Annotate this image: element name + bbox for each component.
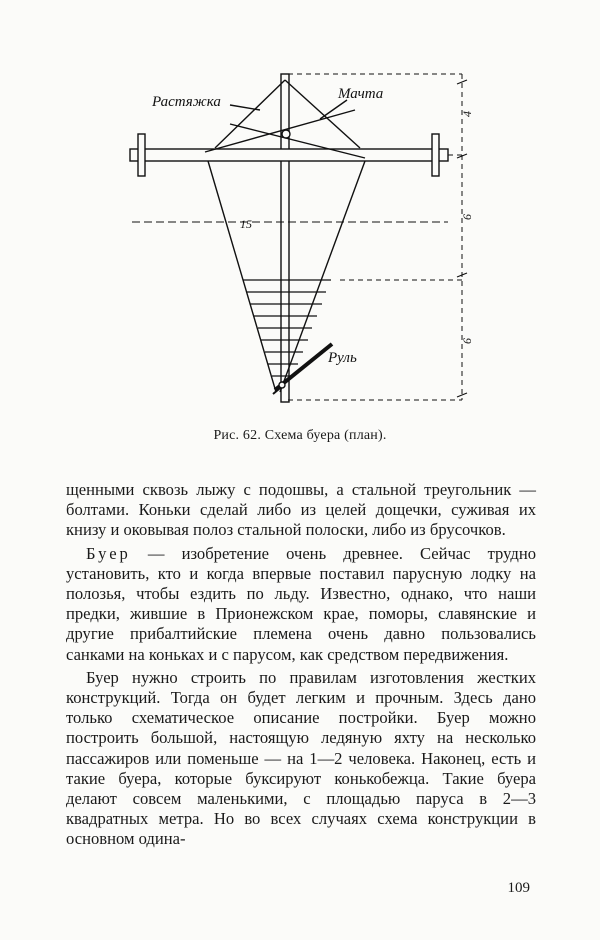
dim-top-label: 4 — [460, 111, 474, 117]
dim-bottom-label: 6 — [460, 338, 474, 344]
mast-circle — [282, 130, 290, 138]
paragraph-2-lead: Буер — [86, 543, 131, 563]
label-machta: Мачта — [338, 86, 384, 102]
label-rastyazhka: Растяжка — [152, 94, 221, 110]
paragraph-2 — [66, 544, 536, 665]
dim-width-label: 15 — [240, 217, 252, 231]
figure-caption: Рис. 62. Схема буера (план). — [213, 428, 387, 443]
page-number: 109 — [507, 880, 530, 896]
right-runner — [432, 134, 439, 176]
keel-beam — [281, 74, 289, 402]
iceboat-diagram — [110, 62, 490, 422]
boom-line-1 — [205, 110, 355, 152]
stay-left-top — [215, 80, 285, 148]
dim-middle-label: 6 — [460, 214, 474, 220]
body-text — [66, 480, 536, 850]
left-runner — [138, 134, 145, 176]
sail-edge-left — [208, 161, 276, 392]
pointer-rastyazhka — [230, 105, 260, 110]
cross-beam — [130, 149, 448, 161]
paragraph-2-rest: — изобретение очень древнее. Сейчас трудно установить, кто и когда впервые поставил парусную лодку на полозья, чтобы ездить по льду. Известно, однако, что наши предки, жившие в Прионежском крае, поморы, славянские и другие прибалтийские племена очень давно пользовались санками на коньках и с парусом, как средством передвижения. — [66, 543, 536, 664]
paragraph-1: щенными сквозь лыжу с подошвы, а стальной треугольник — болтами. Коньки сделай либо из целей дощечки, суживая их книзу и оковывая полоз стальной полоски, либо из брусочков. — [66, 480, 536, 540]
paragraph-3: Буер нужно строить по правилам изготовления жестких конструкций. Тогда он будет легким и прочным. Здесь дано только схематическое описание постройки. Буер можно построить большой, настоящую ледяную яхту на несколько пассажиров или поменьше — на 1—2 человека. Наконец, есть и такие буера, которые буксируют конькобежца. Такие буера делают совсем маленькими, с площадью паруса в 2—3 квадратных метра. Но во всех случаях схема конструкции в основном одина- — [66, 667, 536, 849]
label-rul: Руль — [328, 350, 357, 366]
